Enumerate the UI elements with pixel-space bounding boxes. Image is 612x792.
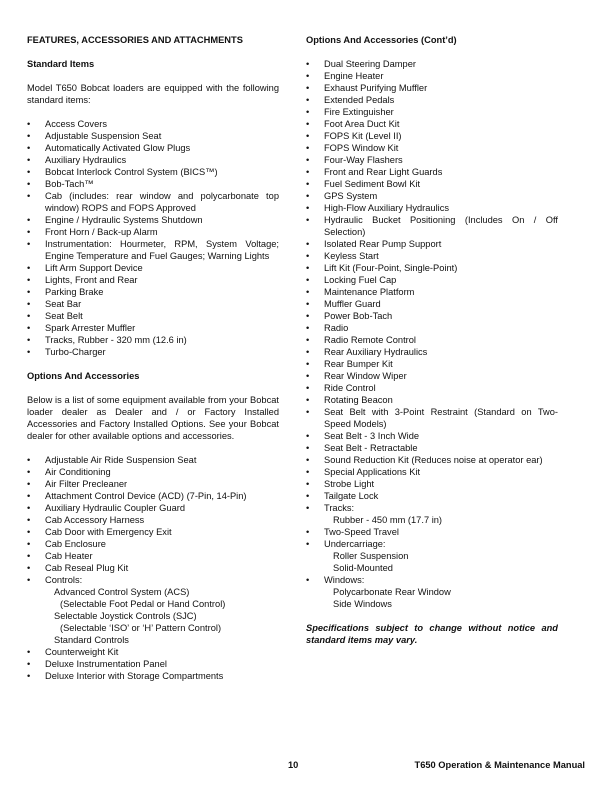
list-item: • Seat Bar (27, 298, 279, 310)
list-item: • Cab Accessory Harness (27, 514, 279, 526)
list-item: • Foot Area Duct Kit (306, 118, 558, 130)
list-item: • Power Bob-Tach (306, 310, 558, 322)
list-item: • Tailgate Lock (306, 490, 558, 502)
list-item: • Automatically Activated Glow Plugs (27, 142, 279, 154)
list-item: • Seat Belt with 3-Point Restraint (Standard on Two-Speed Models) (306, 406, 558, 430)
list-item: • Adjustable Suspension Seat (27, 130, 279, 142)
list-item-tracks (306, 502, 558, 526)
list-item: • Cab Heater (27, 550, 279, 562)
list-item: • GPS System (306, 190, 558, 202)
list-item: • Dual Steering Damper (306, 58, 558, 70)
list-item: • Rear Auxiliary Hydraulics (306, 346, 558, 358)
list-item: • Fire Extinguisher (306, 106, 558, 118)
standard-items-list (27, 118, 279, 358)
list-item: • FOPS Window Kit (306, 142, 558, 154)
list-item: • Instrumentation: Hourmeter, RPM, System Voltage; Engine Temperature and Fuel Gauges; Warning Lights (27, 238, 279, 262)
list-item: • Counterweight Kit (27, 646, 279, 658)
list-item: • Extended Pedals (306, 94, 558, 106)
list-item: • Rear Window Wiper (306, 370, 558, 382)
list-item: • Hydraulic Bucket Positioning (Includes On / Off Selection) (306, 214, 558, 238)
options-list-left-a (27, 454, 279, 574)
options-intro: Below is a list of some equipment available from your Bobcat loader dealer as Dealer and / or Factory Installed Accessories and Factory Installed Options. See your Bobcat dealer for other available options and accessories. (27, 395, 279, 441)
list-item: • Exhaust Purifying Muffler (306, 82, 558, 94)
right-column (306, 34, 558, 646)
list-item: • Fuel Sediment Bowl Kit (306, 178, 558, 190)
windows-rear: Polycarbonate Rear Window (333, 587, 451, 597)
list-item: • Special Applications Kit (306, 466, 558, 478)
options-heading: Options And Accessories (27, 371, 140, 381)
list-item: • Maintenance Platform (306, 286, 558, 298)
manual-title: T650 Operation & Maintenance Manual (414, 760, 585, 770)
controls-sjc-note: (Selectable ‘ISO’ or ‘H’ Pattern Control) (60, 623, 222, 633)
list-item: • Bob-Tach™ (27, 178, 279, 190)
list-item: • Cab (includes: rear window and polycarbonate top window) ROPS and FOPS Approved (27, 190, 279, 214)
options-list-left-b (27, 646, 279, 682)
list-item: • Deluxe Instrumentation Panel (27, 658, 279, 670)
list-item: • Front Horn / Back-up Alarm (27, 226, 279, 238)
list-item: • Deluxe Interior with Storage Compartments (27, 670, 279, 682)
list-item: • Strobe Light (306, 478, 558, 490)
list-item: • Seat Belt (27, 310, 279, 322)
list-item: • Seat Belt - Retractable (306, 442, 558, 454)
standard-items-intro: Model T650 Bobcat loaders are equipped with the following standard items: (27, 83, 279, 105)
list-item: • Isolated Rear Pump Support (306, 238, 558, 250)
list-item: • Engine Heater (306, 70, 558, 82)
list-item: • Cab Reseal Plug Kit (27, 562, 279, 574)
list-item: • Rotating Beacon (306, 394, 558, 406)
list-item: • Seat Belt - 3 Inch Wide (306, 430, 558, 442)
list-item: • Sound Reduction Kit (Reduces noise at operator ear) (306, 454, 558, 466)
specifications-note: Specifications subject to change without notice and standard items may vary. (306, 623, 558, 645)
list-item: • Cab Door with Emergency Exit (27, 526, 279, 538)
list-item: • Four-Way Flashers (306, 154, 558, 166)
list-item: • Attachment Control Device (ACD) (7-Pin, 14-Pin) (27, 490, 279, 502)
undercarriage-roller: Roller Suspension (333, 551, 409, 561)
list-item: • Lift Arm Support Device (27, 262, 279, 274)
list-item: • Lights, Front and Rear (27, 274, 279, 286)
list-item: • Auxiliary Hydraulics (27, 154, 279, 166)
controls-acs-note: (Selectable Foot Pedal or Hand Control) (60, 599, 226, 609)
list-item: • Engine / Hydraulic Systems Shutdown (27, 214, 279, 226)
list-item: • Air Filter Precleaner (27, 478, 279, 490)
list-item-undercarriage (306, 538, 558, 574)
list-item: • Locking Fuel Cap (306, 274, 558, 286)
standard-items-heading: Standard Items (27, 59, 95, 69)
left-column (27, 34, 279, 682)
controls-sjc: Selectable Joystick Controls (SJC) (54, 611, 197, 621)
list-item: • Radio Remote Control (306, 334, 558, 346)
list-item: • Air Conditioning (27, 466, 279, 478)
list-item: • Ride Control (306, 382, 558, 394)
controls-standard: Standard Controls (54, 635, 129, 645)
windows-side: Side Windows (333, 599, 392, 609)
list-item: • Tracks, Rubber - 320 mm (12.6 in) (27, 334, 279, 346)
list-item-two-speed (306, 526, 558, 538)
list-item: • High-Flow Auxiliary Hydraulics (306, 202, 558, 214)
list-item: • Turbo-Charger (27, 346, 279, 358)
tracks-value: Rubber - 450 mm (17.7 in) (333, 515, 443, 525)
options-list-right-tail (306, 502, 558, 610)
options-list-right (306, 58, 558, 502)
list-item: • FOPS Kit (Level II) (306, 130, 558, 142)
windows-label: Windows: (324, 575, 365, 585)
list-item: • Parking Brake (27, 286, 279, 298)
page-number: 10 (288, 760, 299, 770)
list-item: • Muffler Guard (306, 298, 558, 310)
options-cont-heading: Options And Accessories (Cont’d) (306, 35, 457, 45)
undercarriage-label: Undercarriage: (324, 539, 386, 549)
controls-acs: Advanced Control System (ACS) (54, 587, 190, 597)
list-item: • Radio (306, 322, 558, 334)
list-item: • Rear Bumper Kit (306, 358, 558, 370)
list-item: • Cab Enclosure (27, 538, 279, 550)
list-item: • Adjustable Air Ride Suspension Seat (27, 454, 279, 466)
undercarriage-solid: Solid-Mounted (333, 563, 393, 573)
tracks-label: Tracks: (324, 503, 355, 513)
controls-list (27, 574, 279, 646)
list-item: • Keyless Start (306, 250, 558, 262)
list-item: • Front and Rear Light Guards (306, 166, 558, 178)
list-item: • Auxiliary Hydraulic Coupler Guard (27, 502, 279, 514)
two-speed-label: Two-Speed Travel (324, 527, 399, 537)
list-item: • Bobcat Interlock Control System (BICS™) (27, 166, 279, 178)
controls-label: Controls: (45, 575, 83, 585)
section-title: FEATURES, ACCESSORIES AND ATTACHMENTS (27, 35, 243, 45)
list-item: • Access Covers (27, 118, 279, 130)
list-item: • Lift Kit (Four-Point, Single-Point) (306, 262, 558, 274)
list-item-windows (306, 574, 558, 610)
list-item-controls (27, 574, 279, 646)
list-item: • Spark Arrester Muffler (27, 322, 279, 334)
